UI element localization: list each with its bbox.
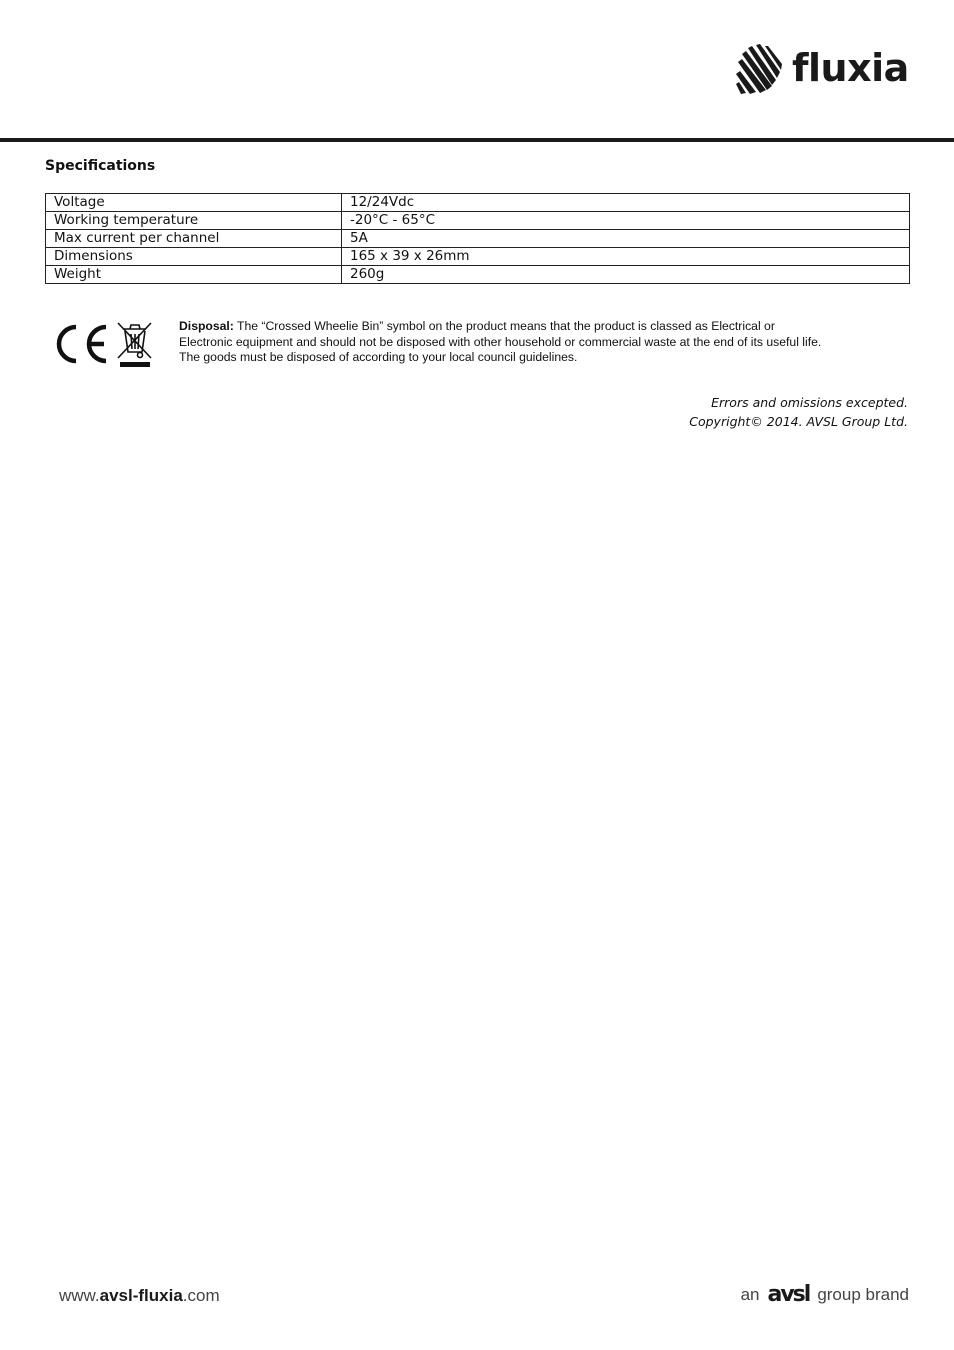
spec-row (46, 266, 910, 284)
compliance-marks (52, 320, 154, 370)
spec-label: Voltage (46, 194, 342, 212)
bin-underline-bar (120, 362, 150, 367)
fluxia-logo (736, 44, 912, 96)
spec-value: 12/24Vdc (342, 194, 910, 212)
disposal-line-3: The goods must be disposed of according to your local council guidelines. (179, 350, 578, 364)
spec-row (46, 230, 910, 248)
legal-notice (689, 393, 908, 431)
specifications-heading: Specifications (45, 158, 156, 174)
website-prefix: www. (59, 1286, 100, 1305)
website-domain: avsl-fluxia (99, 1286, 183, 1305)
disposal-notice (179, 319, 879, 366)
disposal-line-2: Electronic equipment and should not be disposed with other household or commercial waste at the end of its useful life. (179, 334, 822, 349)
crossed-wheelie-bin-icon (118, 323, 151, 358)
fluxia-fan-logo-icon (736, 44, 788, 96)
brand-prefix: an (740, 1285, 760, 1304)
errors-excepted-text: Errors and omissions excepted. (711, 395, 908, 410)
website-url[interactable] (59, 1286, 220, 1306)
spec-value: 165 x 39 x 26mm (342, 248, 910, 266)
spec-label: Working temperature (46, 212, 342, 230)
header-divider (0, 138, 954, 142)
copyright-text: Copyright© 2014. AVSL Group Ltd. (689, 414, 908, 429)
avsl-brand-tagline (741, 1282, 909, 1308)
spec-row (46, 248, 910, 266)
spec-value: 260g (342, 266, 910, 284)
brand-name: fluxia (792, 46, 909, 90)
specifications-table (45, 193, 910, 284)
spec-label: Weight (46, 266, 342, 284)
disposal-line-1: Disposal: The “Crossed Wheelie Bin” symbol on the product means that the product is classed as Electrical or (179, 319, 775, 333)
spec-row (46, 212, 910, 230)
spec-label: Max current per channel (46, 230, 342, 248)
website-suffix: .com (182, 1286, 220, 1305)
spec-value: 5A (342, 230, 910, 248)
spec-row (46, 194, 910, 212)
disposal-label: Disposal: (179, 319, 234, 333)
ce-mark-icon (59, 327, 106, 361)
spec-label: Dimensions (46, 248, 342, 266)
spec-value: -20°C - 65°C (342, 212, 910, 230)
avsl-logo: avsl (767, 1282, 810, 1307)
brand-suffix: group brand (817, 1285, 909, 1304)
